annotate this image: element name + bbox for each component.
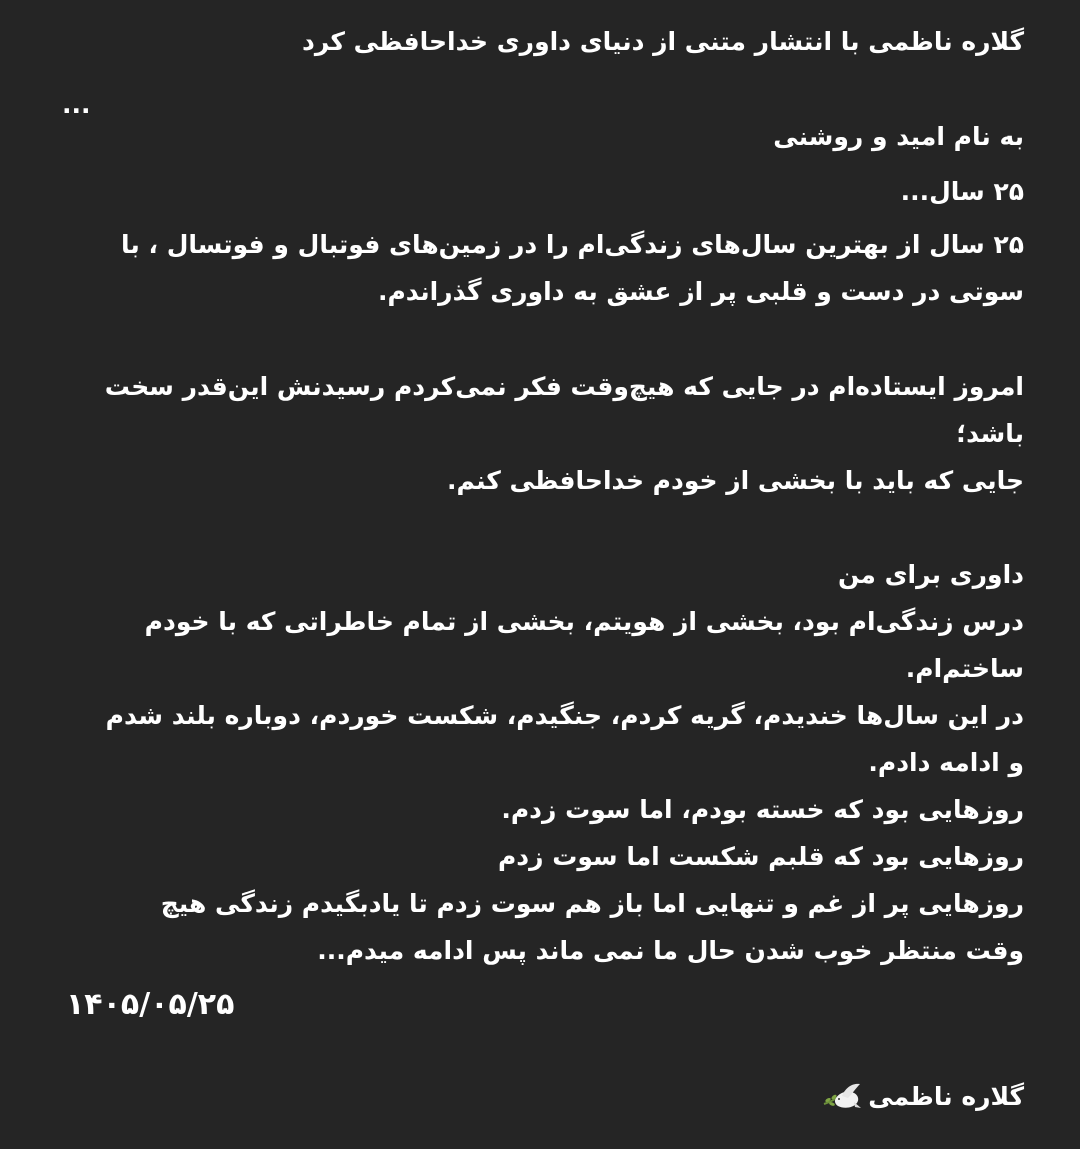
text-line: باشد؛	[956, 419, 1024, 448]
headline: گلاره ناظمی با انتشار متنی از دنیای داوری خداحافظی کرد	[301, 27, 1024, 56]
dove-icon	[822, 1080, 862, 1114]
text-line: امروز ایستاده‌ام در جایی که هیچ‌وقت فکر نمی‌کردم رسیدنش این‌قدر سخت	[104, 372, 1024, 401]
text-line: ۲۵ سال از بهترین سال‌های زندگی‌ام را در زمین‌های فوتبال و فوتسال ، با	[121, 230, 1024, 259]
text-line: جایی که باید با بخشی از خودم خداحافظی کنم.	[446, 466, 1024, 495]
text-line: سوتی در دست و قلبی پر از عشق به داوری گذراندم.	[377, 277, 1024, 306]
signature-block	[822, 1080, 1024, 1114]
text-line: وقت منتظر خوب شدن حال ما نمی ماند پس ادامه میدم...	[317, 936, 1024, 965]
signature-name: گلاره ناظمی	[868, 1082, 1024, 1111]
text-line: درس زندگی‌ام بود، بخشی از هویتم، بخشی از تمام خاطراتی که با خودم	[144, 607, 1024, 636]
text-line: و ادامه دادم.	[868, 748, 1024, 777]
date: ۱۴۰۵/۰۵/۲۵	[66, 987, 235, 1022]
text-line: روزهایی پر از غم و تنهایی اما باز هم سوت زدم تا یادبگیدم زندگی هیچ	[160, 889, 1024, 918]
text-line: ۲۵ سال...	[900, 177, 1024, 206]
text-line: روزهایی بود که قلبم شکست اما سوت زدم	[497, 842, 1024, 871]
text-line: روزهایی بود که خسته بودم، اما سوت زدم.	[501, 795, 1024, 824]
text-line: ساختم‌ام.	[905, 654, 1024, 683]
text-line: در این سال‌ها خندیدم، گریه کردم، جنگیدم، شکست خوردم، دوباره بلند شدم	[105, 701, 1024, 730]
text-line: به نام امید و روشنی	[773, 122, 1024, 151]
text-line: داوری برای من	[837, 560, 1024, 589]
ellipsis-marker: ...	[62, 90, 91, 119]
